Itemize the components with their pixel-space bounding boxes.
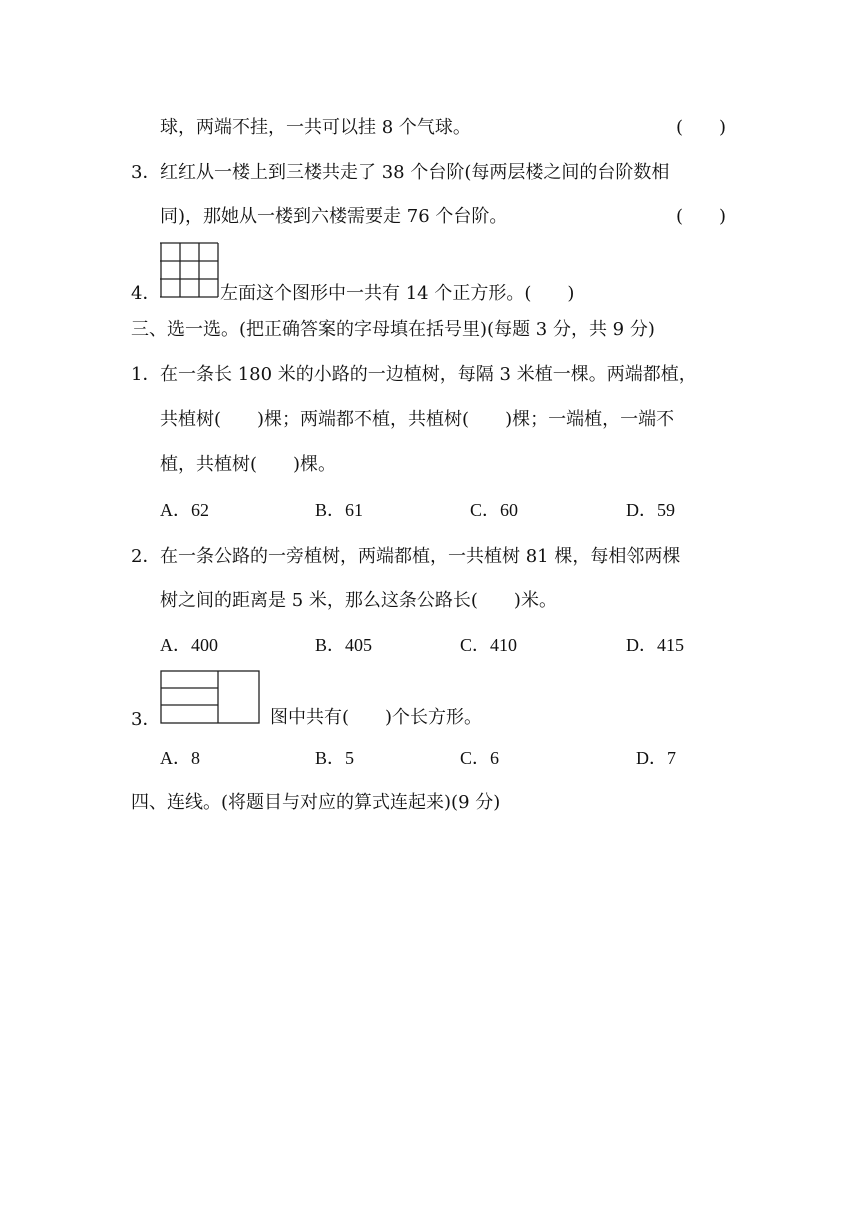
p3-q1-option-c[interactable]: C．60 <box>470 500 519 520</box>
p3-q3-option-c[interactable]: C．6 <box>460 748 500 768</box>
p3-q1-option-b[interactable]: B．61 <box>315 500 364 520</box>
q4-text: 左面这个图形中一共有 14 个正方形。( ) <box>220 283 575 304</box>
p3-q2-option-c[interactable]: C．410 <box>460 635 518 655</box>
p3-q3-option-b[interactable]: B．5 <box>315 748 355 768</box>
p3-q3-number: 3． <box>131 709 161 730</box>
p3-q2-line2: 树之间的距离是 5 米，那么这条公路长( )米。 <box>160 590 557 611</box>
q3-answer-paren[interactable]: ( ) <box>676 206 727 227</box>
p3-q1-number: 1． <box>131 364 161 385</box>
p3-q2-option-d[interactable]: D．415 <box>626 635 684 655</box>
q4-number: 4． <box>131 283 161 304</box>
p3-q1-line1: 在一条长 180 米的小路的一边植树，每隔 3 米植一棵。两端都植， <box>160 364 697 385</box>
part4-heading: 四、连线。(将题目与对应的算式连起来)(9 分) <box>131 792 501 813</box>
q3-line2: 同)，那她从一楼到六楼需要走 76 个台阶。 <box>160 206 508 227</box>
rectangle-figure <box>160 670 260 724</box>
p3-q1-option-a[interactable]: A．62 <box>160 500 209 520</box>
q3-line1: 红红从一楼上到三楼共走了 38 个台阶(每两层楼之间的台阶数相 <box>160 162 670 183</box>
square-grid-figure <box>160 242 220 298</box>
p3-q2-option-a[interactable]: A．400 <box>160 635 218 655</box>
p3-q2-line1: 在一条公路的一旁植树，两端都植，一共植树 81 棵，每相邻两棵 <box>160 546 681 567</box>
p3-q3-option-a[interactable]: A．8 <box>160 748 200 768</box>
p3-q2-option-b[interactable]: B．405 <box>315 635 373 655</box>
p3-q3-text: 图中共有( )个长方形。 <box>270 707 483 728</box>
p3-q1-option-d[interactable]: D．59 <box>626 500 675 520</box>
p3-q1-line2: 共植树( )棵；两端都不植，共植树( )棵；一端植，一端不 <box>160 409 675 430</box>
p3-q1-line3: 植，共植树( )棵。 <box>160 454 337 475</box>
part3-heading: 三、选一选。(把正确答案的字母填在括号里)(每题 3 分，共 9 分) <box>131 319 655 340</box>
q3-number: 3． <box>131 162 161 183</box>
p3-q3-option-d[interactable]: D．7 <box>636 748 676 768</box>
q2-answer-paren[interactable]: ( ) <box>676 117 727 138</box>
p3-q2-number: 2． <box>131 546 161 567</box>
q2-continuation-text: 球，两端不挂，一共可以挂 8 个气球。 <box>160 117 471 138</box>
